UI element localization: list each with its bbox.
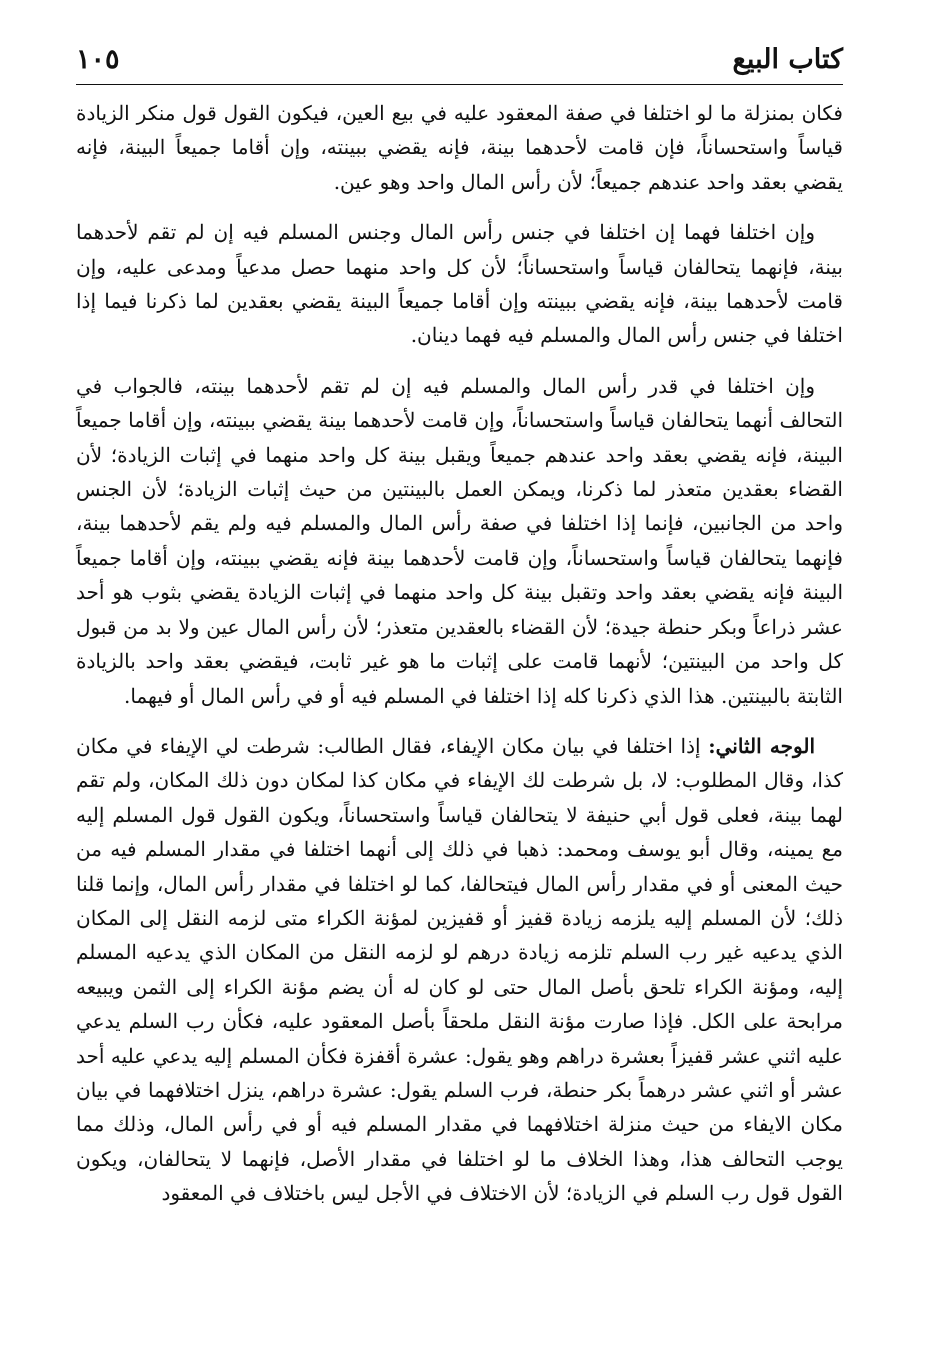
page-number: ١٠٥ (76, 44, 120, 75)
paragraph-4-text: إذا اختلفا في بيان مكان الإيفاء، فقال الطالب: شرطت لي الإيفاء في مكان كذا، وقال المطلوب: لا، بل شرطت لك الإيفاء في مكان كذا لمكان دون ذلك المكان، ولم تقم لهما بينة، فعلى قول أبي حنيفة لا يتحالفان قياساً واستحساناً، ويكون القول قول المسلم إليه مع يمينه، وقال أبو يوسف ومحمد: ذهبا في ذلك إلى أنهما اختلفا في مقدار المسلم فيه من حيث المعنى أو في مقدار رأس المال فيتحالفا، كما لو اختلفا في مقدار رأس المال، وإنما قلنا ذلك؛ لأن المسلم إليه يلزمه زيادة قفيز أو قفيزين لمؤنة الكراء متى لزمه النقل إلى المكان الذي يدعيه غير رب السلم تلزمه زيادة درهم لو لزمه النقل من المكان الذي يدعيه المسلم إليه، ومؤنة الكراء تلحق بأصل المال حتى لو كان له أن يضم مؤنة الكراء إلى الثمن ويبيعه مرابحة على الكل. فإذا صارت مؤنة النقل ملحقاً بأصل المعقود عليه، فكأن رب السلم يدعي عليه اثني عشر قفيزاً بعشرة دراهم وهو يقول: عشرة أقفزة فكأن المسلم إليه يدعي عليه أحد عشر أو اثني عشر درهماً بكر حنطة، فرب السلم يقول: عشرة دراهم، ينزل اختلافهما في بيان مكان الايفاء من حيث منزلة اختلافهما في مقدار المسلم فيه أو في رأس المال، وذلك مما يوجب التحالف هذا، وهذا الخلاف ما لو اختلفا في مقدار الأصل، فإنهما لا يتحالفان، ويكون القول قول رب السلم في الزيادة؛ لأن الاختلاف في الأجل ليس باختلاف في المعقود (76, 733, 843, 1206)
header-divider (76, 84, 843, 85)
running-title: كتاب البيع (732, 44, 843, 75)
page-header (76, 40, 843, 82)
paragraph-2: وإن اختلفا فهما إن اختلفا في جنس رأس المال وجنس المسلم فيه إن لم تقم لأحدهما بينة، فإنهما يتحالفان قياساً واستحساناً؛ لأن كل واحد منهما حصل مدعياً ومدعى عليه، وإن قامت لأحدهما بينة، فإنه يقضي ببينته وإن أقاما جميعاً البينة يقضي بعقدين لما ذكرنا فيما إذا اختلفا في جنس رأس المال والمسلم فيه فهما دينان. (76, 220, 843, 348)
paragraph-4 (76, 729, 843, 1211)
paragraph-3: وإن اختلفا في قدر رأس المال والمسلم فيه إن لم تقم لأحدهما بينته، فالجواب في التحالف أنهما يتحالفان قياساً واستحساناً، وإن قامت لأحدهما بينة يقضي ببينته، وإن أقاما جميعاً البينة، فإنه يقضي بعقد واحد عندهم جميعاً ويقبل بينة كل واحد منهما في إثبات الزيادة؛ لأن القضاء بعقدين متعذر لما ذكرنا، ويمكن العمل بالبينتين من حيث إثبات الزيادة؛ لأن الجنس واحد من الجانبين، فإنما إذا اختلفا في صفة رأس المال والمسلم فيه ولم يقم لأحدهما بينة، فإنهما يتحالفان قياساً واستحساناً، وإن قامت لأحدهما بينة فإنه يقضي ببينته، وإن أقاما جميعاً البينة فإنه يقضي بعقد واحد وتقبل بينة كل واحد منهما في إثبات الزيادة يقضي بثوب هو أحد عشر ذراعاً وبكر حنطة جيدة؛ لأن القضاء بالعقدين متعذر؛ لأن رأس المال عين ولا بد من قبول كل واحد من البينتين؛ لأنهما قامت على إثبات ما هو غير ثابت، فيقضي بعقد واحد بالزيادة الثابتة بالبينتين. هذا الذي ذكرنا كله إذا اختلفا في المسلم فيه أو في رأس المال أو فيهما. (76, 373, 843, 708)
section-heading: الوجه الثاني: (708, 733, 815, 758)
page-body (76, 96, 843, 1211)
paragraph-1: فكان بمنزلة ما لو اختلفا في صفة المعقود عليه في بيع العين، فيكون القول قول منكر الزيادة قياساً واستحساناً، فإن قامت لأحدهما بينة، فإنه يقضي ببينته، وإن أقاما جميعاً البينة، فإنه يقضي بعقد واحد عندهم جميعاً؛ لأن رأس المال واحد وهو عين. (76, 101, 843, 194)
